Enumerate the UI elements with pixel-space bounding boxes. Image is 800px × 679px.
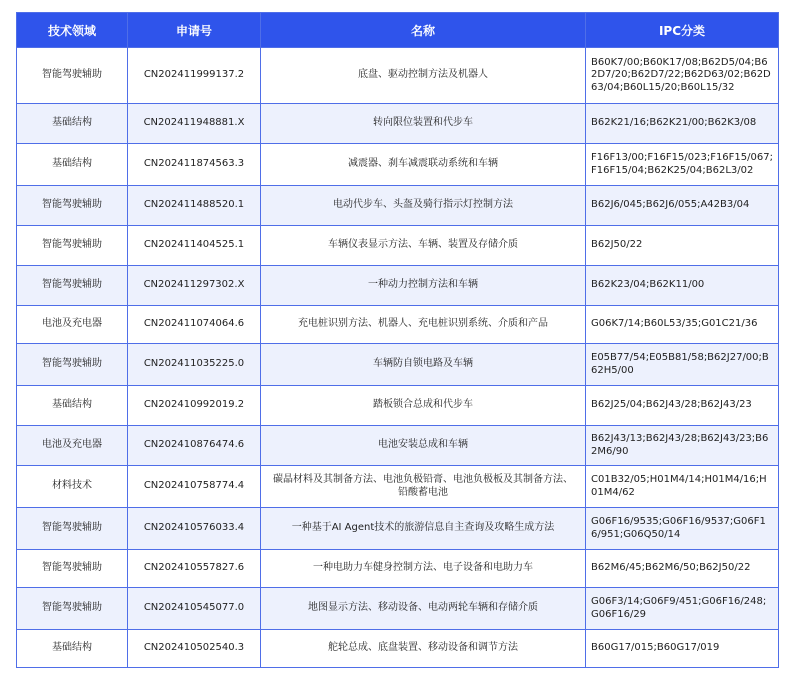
cell-ipc: B62J6/045;B62J6/055;A42B3/04 (586, 186, 779, 226)
cell-application-number: CN202410576033.4 (128, 508, 261, 550)
cell-ipc: B62K21/16;B62K21/00;B62K3/08 (586, 104, 779, 144)
header-ipc: IPC分类 (586, 13, 779, 48)
cell-field: 基础结构 (17, 144, 128, 186)
cell-application-number: CN202410992019.2 (128, 386, 261, 426)
cell-ipc: B60K7/00;B60K17/08;B62D5/04;B62D7/20;B62D7/22;B62D63/02;B62D63/04;B60L15/20;B60L15/32 (586, 48, 779, 104)
cell-field: 智能驾驶辅助 (17, 186, 128, 226)
cell-field: 智能驾驶辅助 (17, 266, 128, 306)
cell-field: 智能驾驶辅助 (17, 550, 128, 588)
header-application-number: 申请号 (128, 13, 261, 48)
cell-name: 一种动力控制方法和车辆 (261, 266, 586, 306)
cell-ipc: E05B77/54;E05B81/58;B62J27/00;B62H5/00 (586, 344, 779, 386)
cell-application-number: CN202411074064.6 (128, 306, 261, 344)
cell-ipc: G06F3/14;G06F9/451;G06F16/248;G06F16/29 (586, 588, 779, 630)
cell-ipc: F16F13/00;F16F15/023;F16F15/067;F16F15/04;B62K25/04;B62L3/02 (586, 144, 779, 186)
table-row (17, 386, 779, 426)
header-name: 名称 (261, 13, 586, 48)
cell-ipc: B62J25/04;B62J43/28;B62J43/23 (586, 386, 779, 426)
cell-name: 电动代步车、头盔及骑行指示灯控制方法 (261, 186, 586, 226)
table-row (17, 104, 779, 144)
cell-ipc: C01B32/05;H01M4/14;H01M4/16;H01M4/62 (586, 466, 779, 508)
cell-field: 智能驾驶辅助 (17, 344, 128, 386)
cell-name: 底盘、驱动控制方法及机器人 (261, 48, 586, 104)
cell-application-number: CN202411999137.2 (128, 48, 261, 104)
cell-application-number: CN202411948881.X (128, 104, 261, 144)
cell-field: 智能驾驶辅助 (17, 508, 128, 550)
cell-application-number: CN202411488520.1 (128, 186, 261, 226)
patent-table (16, 12, 779, 668)
cell-application-number: CN202411297302.X (128, 266, 261, 306)
cell-name: 舵轮总成、底盘装置、移动设备和调节方法 (261, 630, 586, 668)
cell-application-number: CN202411035225.0 (128, 344, 261, 386)
cell-application-number: CN202410502540.3 (128, 630, 261, 668)
cell-field: 材料技术 (17, 466, 128, 508)
cell-field: 电池及充电器 (17, 426, 128, 466)
cell-name: 转向限位装置和代步车 (261, 104, 586, 144)
cell-application-number: CN202411404525.1 (128, 226, 261, 266)
table-row (17, 426, 779, 466)
cell-name: 地图显示方法、移动设备、电动两轮车辆和存储介质 (261, 588, 586, 630)
patent-table-container (16, 12, 778, 668)
cell-name: 一种基于AI Agent技术的旅游信息自主查询及攻略生成方法 (261, 508, 586, 550)
cell-field: 智能驾驶辅助 (17, 226, 128, 266)
header-field: 技术领域 (17, 13, 128, 48)
table-row (17, 588, 779, 630)
table-header-row (17, 13, 779, 48)
cell-ipc: B62M6/45;B62M6/50;B62J50/22 (586, 550, 779, 588)
cell-application-number: CN202410545077.0 (128, 588, 261, 630)
cell-name: 一种电助力车健身控制方法、电子设备和电助力车 (261, 550, 586, 588)
table-row (17, 226, 779, 266)
cell-ipc: B62K23/04;B62K11/00 (586, 266, 779, 306)
table-row (17, 344, 779, 386)
cell-field: 基础结构 (17, 104, 128, 144)
cell-ipc: B60G17/015;B60G17/019 (586, 630, 779, 668)
cell-name: 电池安装总成和车辆 (261, 426, 586, 466)
cell-application-number: CN202410557827.6 (128, 550, 261, 588)
table-row (17, 266, 779, 306)
cell-field: 智能驾驶辅助 (17, 588, 128, 630)
cell-name: 车辆防自锁电路及车辆 (261, 344, 586, 386)
cell-name: 车辆仪表显示方法、车辆、装置及存储介质 (261, 226, 586, 266)
cell-field: 基础结构 (17, 386, 128, 426)
table-row (17, 48, 779, 104)
cell-name: 充电桩识别方法、机器人、充电桩识别系统、介质和产品 (261, 306, 586, 344)
cell-field: 基础结构 (17, 630, 128, 668)
table-row (17, 144, 779, 186)
cell-name: 踏板锁合总成和代步车 (261, 386, 586, 426)
table-row (17, 186, 779, 226)
cell-ipc: G06F16/9535;G06F16/9537;G06F16/951;G06Q50/14 (586, 508, 779, 550)
cell-field: 智能驾驶辅助 (17, 48, 128, 104)
cell-ipc: G06K7/14;B60L53/35;G01C21/36 (586, 306, 779, 344)
table-row (17, 508, 779, 550)
cell-name: 碳晶材料及其制备方法、电池负极铅膏、电池负极板及其制备方法、铅酸蓄电池 (261, 466, 586, 508)
cell-application-number: CN202410758774.4 (128, 466, 261, 508)
cell-ipc: B62J43/13;B62J43/28;B62J43/23;B62M6/90 (586, 426, 779, 466)
cell-field: 电池及充电器 (17, 306, 128, 344)
table-row (17, 306, 779, 344)
cell-name: 减震器、刹车减震联动系统和车辆 (261, 144, 586, 186)
cell-application-number: CN202410876474.6 (128, 426, 261, 466)
table-row (17, 550, 779, 588)
table-row (17, 630, 779, 668)
cell-application-number: CN202411874563.3 (128, 144, 261, 186)
table-row (17, 466, 779, 508)
cell-ipc: B62J50/22 (586, 226, 779, 266)
